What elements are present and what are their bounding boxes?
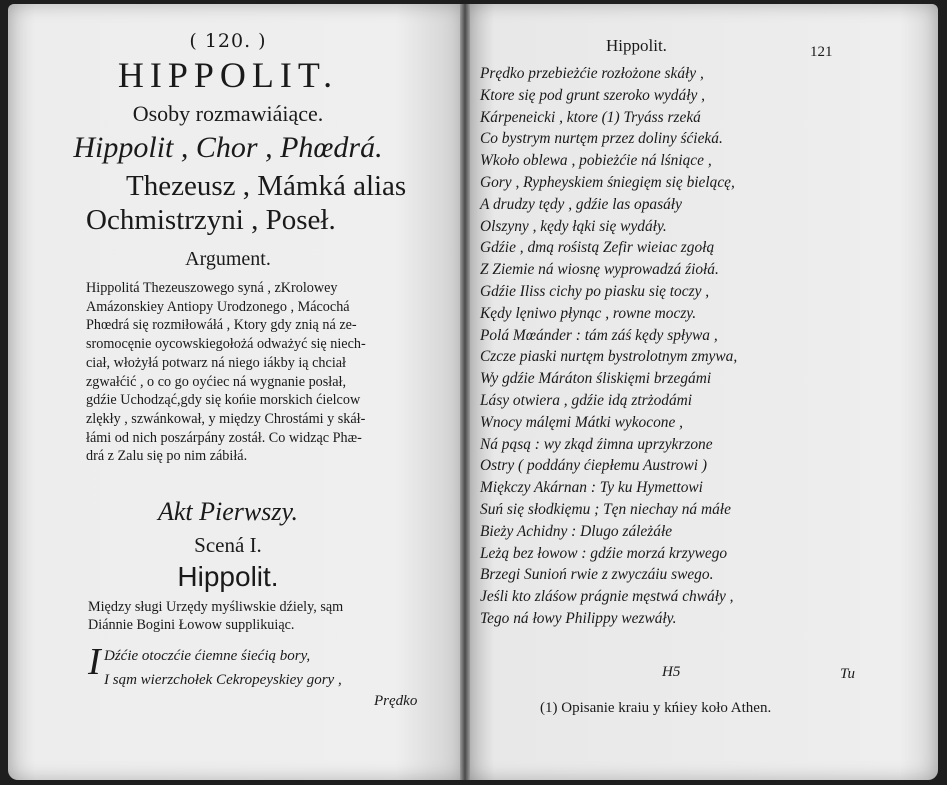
scene-speaker: Hippolit. [177, 561, 279, 592]
signature-mark: H5 [662, 664, 681, 680]
right-catchword: Tu [840, 666, 856, 682]
left-page-number: ( 120. ) [189, 30, 267, 52]
verse-line: Bieży Achidny : Dlugo záleżáłe [480, 522, 673, 540]
verse-line: Co bystrym nurtęm przez doliny śćieká. [480, 130, 723, 148]
verse-line: Gdźie Iliss cichy po piasku się toczy , [480, 282, 710, 300]
verse-line: Prędko przebieżćie rozłożone skáły , [480, 65, 704, 82]
verse-line: Z Ziemie ná wiosnę wyprowadzá źiołá. [480, 261, 719, 279]
argument-text [86, 279, 452, 466]
act-heading: Akt Pierwszy. [157, 497, 299, 526]
verse-line: Kędy lęniwo płynąc , rowne moczy. [480, 304, 697, 322]
scene-heading: Scená I. [194, 533, 262, 557]
verse-line: Ktore się pod grunt szeroko wydáły , [480, 86, 705, 104]
drop-cap: I [88, 641, 101, 683]
book-gutter [460, 4, 470, 780]
verse-line: Olszyny , kędy łąki się wydáły. [480, 217, 667, 235]
cast-line-1: Hippolit , Chor , Phœdrá. [73, 131, 383, 164]
verse-line: Dźćie otoczćie ćiemne śiećią bory, [104, 648, 311, 664]
verse-line: Gdźie , dmą rośistą Zefir wieiac zgołą [480, 239, 715, 257]
stage-direction-line: Diánnie Bogini Łowow supplikuiąc. [88, 617, 295, 633]
stage-direction [88, 598, 454, 634]
argument-line: drá z Zalu się po nim zábiłá. [86, 448, 248, 465]
argument-line: Hippolitá Thezeuszowego syná , zKrolowey [86, 280, 338, 296]
argument-line: Phœdrá się rozmiłowáłá , Ktory gdy znią ná ze- [86, 317, 357, 334]
right-verse [480, 63, 920, 630]
stage-direction-line: Między sługi Urzędy myśliwskie dźiely, sąm [88, 599, 344, 615]
verse-line: Wy gdźie Máráton śliskięmi brzegámi [480, 370, 712, 388]
cast-line-3: Ochmistrzyni , Poseł. [86, 204, 336, 236]
argument-line: gdźie Uchodząć,gdy się końie morskich ćielcow [86, 392, 361, 409]
verse-line: Miękczy Akárnan : Ty ku Hymettowi [480, 479, 703, 497]
verse-line: Wkoło oblewa , pobieżćie ná lśniące , [480, 152, 712, 170]
verse-line: Gory , Rypheyskiem śniegięm się bielącę, [480, 173, 735, 191]
verse-line: I sąm wierzchołek Cekropeyskiey gory , [104, 672, 342, 688]
verse-line: Polá Mœánder : tám záś kędy spływa , [480, 326, 718, 344]
verse-line: Tego ná łowy Philippy wezwáły. [480, 609, 677, 627]
argument-heading: Argument. [185, 248, 271, 270]
verse-line: Czcze piaski nurtęm bystrolotnym zmywa, [480, 348, 738, 366]
argument-line: zgwałćić , o co go oyćiec ná wygnanie posłał, [86, 373, 347, 390]
verse-line: Jeśli kto zláśow prágnie męstwá chwáły , [480, 588, 734, 606]
verse-line: Kárpeneicki , ktore (1) Tryáss rzeká [480, 108, 701, 126]
verse-line: Ostry ( poddány ćiepłemu Austrowi ) [480, 457, 707, 475]
persons-heading: Osoby rozmawiáiące. [132, 101, 324, 126]
verse-line: Wnocy málęmi Mátki wykocone , [480, 413, 683, 431]
argument-line: Amázonskiey Antiopy Urodzonego , Mácochá [86, 298, 350, 315]
left-catchword: Prędko [374, 693, 418, 709]
play-title: HIPPOLIT. [117, 55, 339, 95]
argument-line: sromocęnie oycowskiegołożá odważyć się niech- [86, 336, 366, 353]
verse-line: Lásy otwiera , gdźie idą ztrżodámi [480, 391, 693, 409]
verse-line: Brzegi Sunioń rwie z zwyczáiu swego. [480, 566, 714, 584]
running-head: Hippolit. [606, 36, 667, 55]
verse-line: Leżą bez łowow : gdźie morzá krzywego [480, 544, 728, 562]
cast-line-2: Thezeusz , Mámká alias [126, 170, 407, 202]
argument-line: zlękły , szwánkował, y między Chrostámi y skáł- [86, 410, 366, 427]
argument-line: ciał, włożyłá potwarz ná niego iákby ią chciał [86, 354, 346, 371]
verse-line: A drudzy tędy , gdźie las opasáły [480, 195, 682, 213]
verse-line: Suń się słodkięmu ; Tęn niechay ná máłe [480, 500, 731, 518]
argument-line: łámi od nich poszárpány zostáł. Co widząc Phæ- [86, 429, 362, 446]
footnote: (1) Opisanie kraiu y kńiey koło Athen. [540, 700, 772, 716]
right-page-number: 121 [810, 44, 833, 60]
verse-line: Ná pąsą : wy zkąd źimna uprzykrzone [480, 435, 713, 453]
